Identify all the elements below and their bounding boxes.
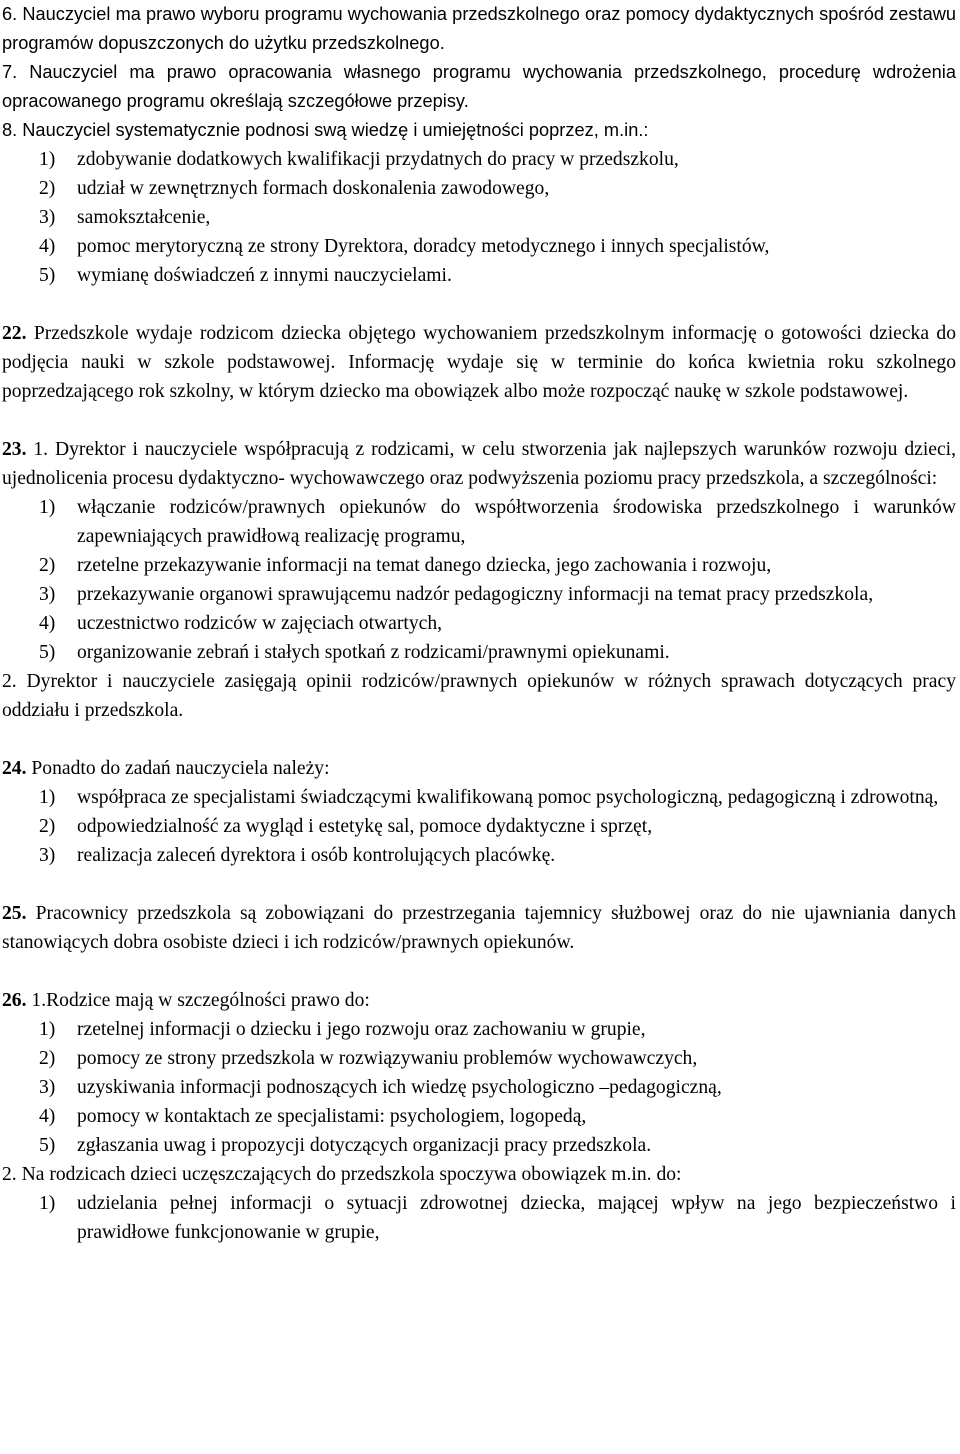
- list-item-text: pomocy ze strony przedszkola w rozwiązywaniu problemów wychowawczych,: [77, 1048, 698, 1069]
- list-item-text: wymianę doświadczeń z innymi nauczycielami.: [77, 265, 452, 286]
- list-item-number: 2): [39, 555, 56, 576]
- list-item-text: rzetelne przekazywanie informacji na temat danego dziecka, jego zachowania i rozwoju,: [77, 555, 772, 576]
- list-item: [2, 1189, 956, 1247]
- list-item-number: 3): [39, 584, 56, 605]
- list-item: [2, 145, 956, 174]
- list-item-text: uzyskiwania informacji podnoszących ich wiedzę psychologiczno –pedagogiczną,: [77, 1077, 722, 1098]
- list-item-number: 4): [39, 236, 56, 257]
- list-item-number: 4): [39, 1106, 56, 1127]
- list-item-number: 1): [39, 497, 56, 518]
- list-item: [2, 638, 956, 667]
- list-item: [2, 1044, 956, 1073]
- list-item: [2, 841, 956, 870]
- list-item: [2, 783, 956, 812]
- list-item-text: pomocy w kontaktach ze specjalistami: psychologiem, logopedą,: [77, 1106, 587, 1127]
- spacer: [2, 290, 956, 319]
- list-item-text: samokształcenie,: [77, 207, 211, 228]
- section-number: 23.: [2, 439, 27, 460]
- list-item: [2, 1073, 956, 1102]
- list-item-number: 1): [39, 1193, 56, 1214]
- list-item-number: 5): [39, 1135, 56, 1156]
- list-item-text: organizowanie zebrań i stałych spotkań z rodzicami/prawnymi opiekunami.: [77, 642, 670, 663]
- list-item-number: 2): [39, 1048, 56, 1069]
- list-item-text: udzielania pełnej informacji o sytuacji zdrowotnej dziecka, mającej wpływ na jego bezpieczeństwo i prawidłowe funkcjonowanie w grupie,: [77, 1193, 956, 1243]
- list-8: [2, 145, 956, 290]
- list-item-number: 5): [39, 642, 56, 663]
- list-item-text: zdobywanie dodatkowych kwalifikacji przydatnych do pracy w przedszkolu,: [77, 149, 679, 170]
- spacer: [2, 957, 956, 986]
- list-item-text: włączanie rodziców/prawnych opiekunów do współtworzenia środowiska przedszkolnego i warunków zapewniających prawidłową realizację programu,: [77, 497, 956, 547]
- section-text: Pracownicy przedszkola są zobowiązani do przestrzegania tajemnicy służbowej oraz do nie ujawniania danych stanowiących dobra osobiste dzieci i ich rodziców/prawnych opiekunów.: [2, 903, 956, 953]
- section-22: [2, 319, 956, 406]
- list-item: [2, 609, 956, 638]
- list-item: [2, 812, 956, 841]
- list-item-text: odpowiedzialność za wygląd i estetykę sal, pomoce dydaktyczne i sprzęt,: [77, 816, 653, 837]
- list-23: [2, 493, 956, 667]
- section-25: [2, 899, 956, 957]
- section-number: 22.: [2, 323, 27, 344]
- list-item-number: 1): [39, 787, 56, 808]
- section-23-point-2: 2. Dyrektor i nauczyciele zasięgają opinii rodziców/prawnych opiekunów w różnych sprawach dotyczących pracy oddziału i przedszkola.: [2, 671, 956, 721]
- spacer: [2, 725, 956, 754]
- list-item: [2, 493, 956, 551]
- section-23-intro: [2, 435, 956, 493]
- section-text: 1. Dyrektor i nauczyciele współpracują z rodzicami, w celu stworzenia jak najlepszych warunków rozwoju dzieci, ujednolicenia procesu dydaktyczno- wychowawczego oraz podwyższenia poziomu pracy przedszkola, a szczególności:: [2, 439, 956, 489]
- list-item-text: realizacja zaleceń dyrektora i osób kontrolujących placówkę.: [77, 845, 556, 866]
- list-item: [2, 203, 956, 232]
- list-item: [2, 261, 956, 290]
- list-item-number: 1): [39, 1019, 56, 1040]
- spacer: [2, 870, 956, 899]
- section-number: 25.: [2, 903, 27, 924]
- list-24: [2, 783, 956, 870]
- list-item: [2, 174, 956, 203]
- list-item-number: 1): [39, 149, 56, 170]
- list-item-number: 3): [39, 207, 56, 228]
- list-item: [2, 551, 956, 580]
- list-item-text: współpraca ze specjalistami świadczącymi kwalifikowaną pomoc psychologiczną, pedagogiczną i zdrowotną,: [77, 787, 939, 808]
- section-24-intro: [2, 754, 956, 783]
- spacer: [2, 406, 956, 435]
- section-26-point-2: 2. Na rodzicach dzieci uczęszczających do przedszkola spoczywa obowiązek m.in. do:: [2, 1164, 682, 1185]
- list-item: [2, 1015, 956, 1044]
- list-item-number: 3): [39, 845, 56, 866]
- list-item-number: 5): [39, 265, 56, 286]
- section-text: Przedszkole wydaje rodzicom dziecka objętego wychowaniem przedszkolnym informację o gotowości dziecka do podjęcia nauki w szkole podstawowej. Informację wydaje się w terminie do końca kwietnia roku szkolnego poprzedzającego rok szkolny, w którym dziecko ma obowiązek albo może rozpocząć naukę w szkole podstawowej.: [2, 323, 956, 402]
- list-item-text: udział w zewnętrznych formach doskonalenia zawodowego,: [77, 178, 550, 199]
- list-item-text: zgłaszania uwag i propozycji dotyczących organizacji pracy przedszkola.: [77, 1135, 652, 1156]
- paragraph-7: 7. Nauczyciel ma prawo opracowania własnego programu wychowania przedszkolnego, procedurę wdrożenia opracowanego programu określają szczegółowe przepisy.: [2, 62, 956, 111]
- list-item-number: 2): [39, 816, 56, 837]
- list-item-text: przekazywanie organowi sprawującemu nadzór pedagogiczny informacji na temat pracy przedszkola,: [77, 584, 874, 605]
- list-item: [2, 580, 956, 609]
- list-26: [2, 1015, 956, 1160]
- list-item-number: 2): [39, 178, 56, 199]
- list-item-text: uczestnictwo rodziców w zajęciach otwartych,: [77, 613, 443, 634]
- list-item: [2, 1102, 956, 1131]
- list-item-text: rzetelnej informacji o dziecku i jego rozwoju oraz zachowaniu w grupie,: [77, 1019, 646, 1040]
- section-26-intro: [2, 986, 956, 1015]
- section-text: Ponadto do zadań nauczyciela należy:: [26, 758, 330, 779]
- list-item: [2, 1131, 956, 1160]
- list-item: [2, 232, 956, 261]
- list-item-number: 4): [39, 613, 56, 634]
- section-number: 26.: [2, 990, 27, 1011]
- list-item-text: pomoc merytoryczną ze strony Dyrektora, doradcy metodycznego i innych specjalistów,: [77, 236, 770, 257]
- list-item-number: 3): [39, 1077, 56, 1098]
- paragraph-6: 6. Nauczyciel ma prawo wyboru programu wychowania przedszkolnego oraz pomocy dydaktycznych spośród zestawu programów dopuszczonych do użytku przedszkolnego.: [2, 4, 956, 53]
- paragraph-8-intro: 8. Nauczyciel systematycznie podnosi swą wiedzę i umiejętności poprzez, m.in.:: [2, 120, 649, 140]
- section-text: 1.Rodzice mają w szczególności prawo do:: [26, 990, 370, 1011]
- section-number: 24.: [2, 758, 27, 779]
- list-26-2: [2, 1189, 956, 1247]
